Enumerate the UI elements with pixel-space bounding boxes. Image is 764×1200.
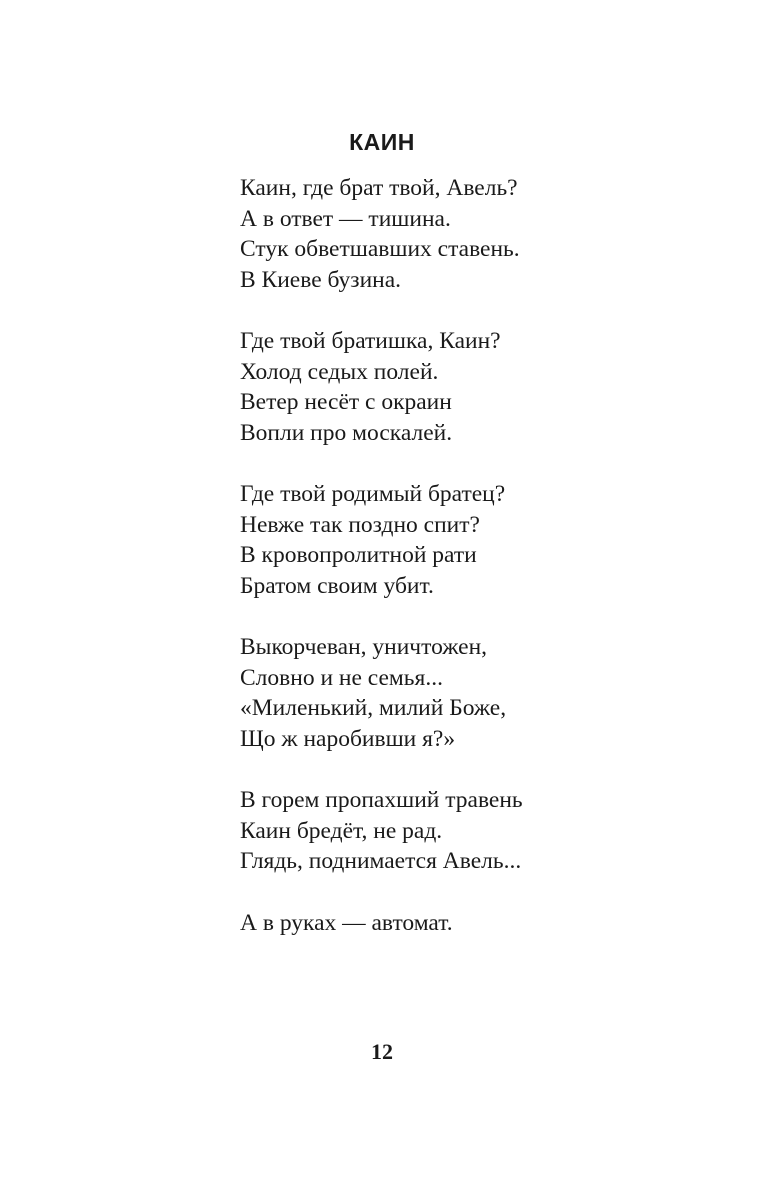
poem-line: Словно и не семья... [240,664,443,691]
poem-line: Невже так поздно спит? [240,511,480,538]
stanza-6 [240,908,680,939]
poem-line: Глядь, поднимается Авель... [240,848,522,874]
poem-line: Братом своим убит. [240,572,434,599]
poem-line: «Миленький, милий Боже, [240,695,507,721]
page-number: 12 [371,1039,393,1064]
poem-line: А в ответ — тишина. [240,205,451,232]
poem-line: Где твой братишка, Каин? [240,328,501,354]
poem-line: Холод седых полей. [240,358,439,385]
poem-line: Ветер несёт с окраин [240,389,452,415]
poem-line: Где твой родимый братец? [240,481,506,507]
poem-line: Вопли про москалей. [240,419,453,446]
stanza-4 [240,632,680,754]
poem-line: Що ж наробивши я?» [240,725,456,752]
poem-body [240,173,680,969]
stanza-3 [240,479,680,601]
stanza-2 [240,326,680,448]
poem-line: В горем пропахший травень [240,787,523,813]
poem-line: Стук обветшавших ставень. [240,236,520,262]
poem-line: Выкорчеван, уничтожен, [240,634,488,660]
poem-line: Каин бредёт, не рад. [240,817,443,844]
poem-line: В Киеве бузина. [240,266,402,293]
stanza-5 [240,785,680,877]
poem-line: Каин, где брат твой, Авель? [240,175,518,201]
poem-line: В кровопролитной рати [240,542,477,568]
poem-line: А в руках — автомат. [240,909,453,936]
stanza-1 [240,173,680,295]
poem-title: КАИН [349,129,415,155]
